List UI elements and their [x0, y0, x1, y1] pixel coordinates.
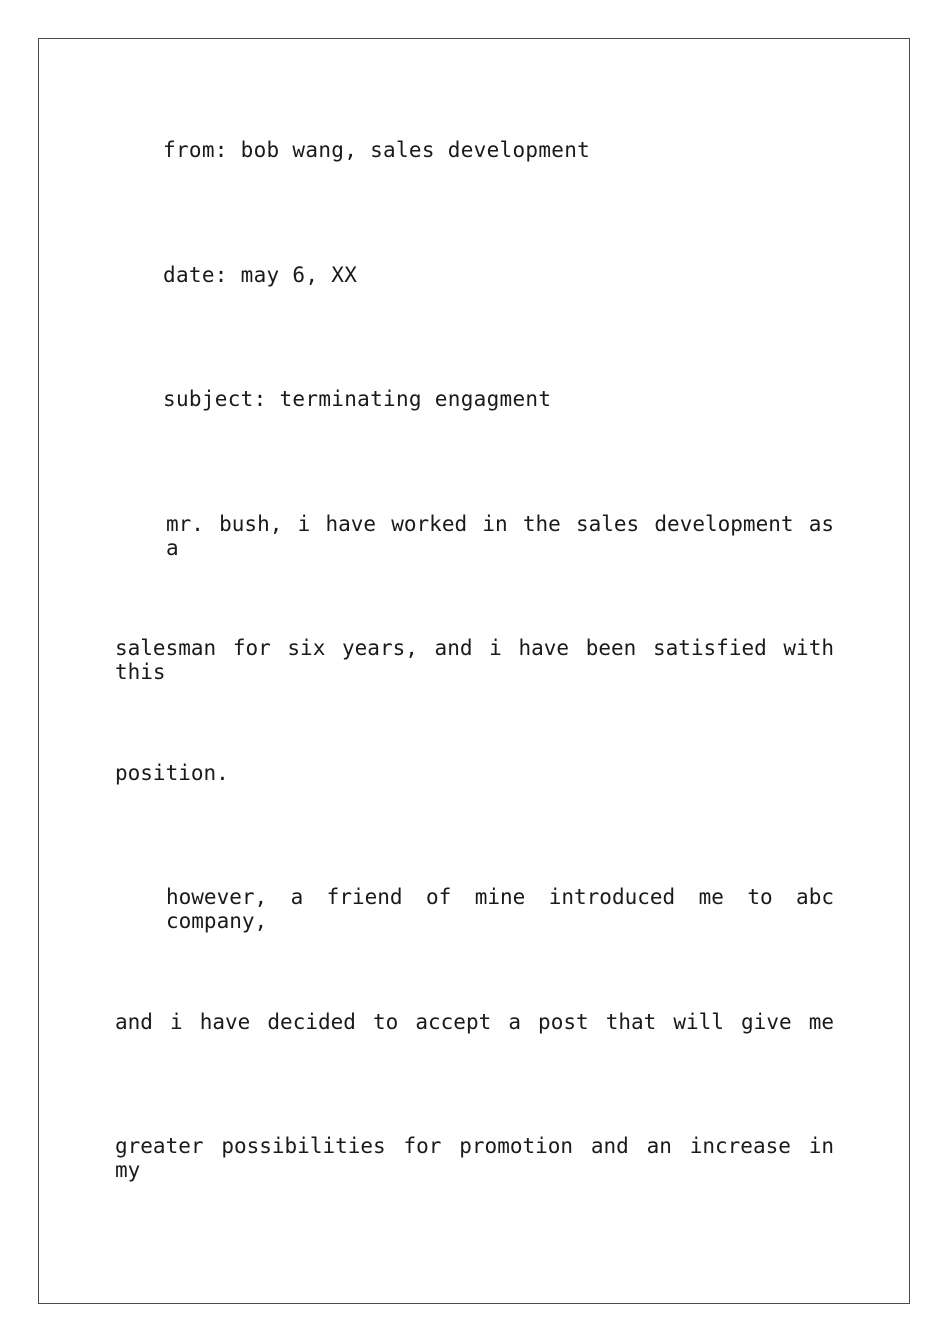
memo-date-line: date: may 6, XX [163, 263, 358, 287]
body-line-1: mr. bush, i have worked in the sales development as a [166, 512, 834, 560]
body-line-4: however, a friend of mine introduced me to abc company, [166, 885, 834, 933]
memo-from-line: from: bob wang, sales development [163, 138, 591, 162]
body-line-2: salesman for six years, and i have been satisfied with this [115, 636, 834, 684]
body-line-6: greater possibilities for promotion and an increase in my [115, 1134, 834, 1182]
memo-subject-line: subject: terminating engagment [163, 387, 552, 411]
body-line-5: and i have decided to accept a post that will give me [115, 1010, 834, 1034]
body-line-3: position. [115, 761, 229, 785]
